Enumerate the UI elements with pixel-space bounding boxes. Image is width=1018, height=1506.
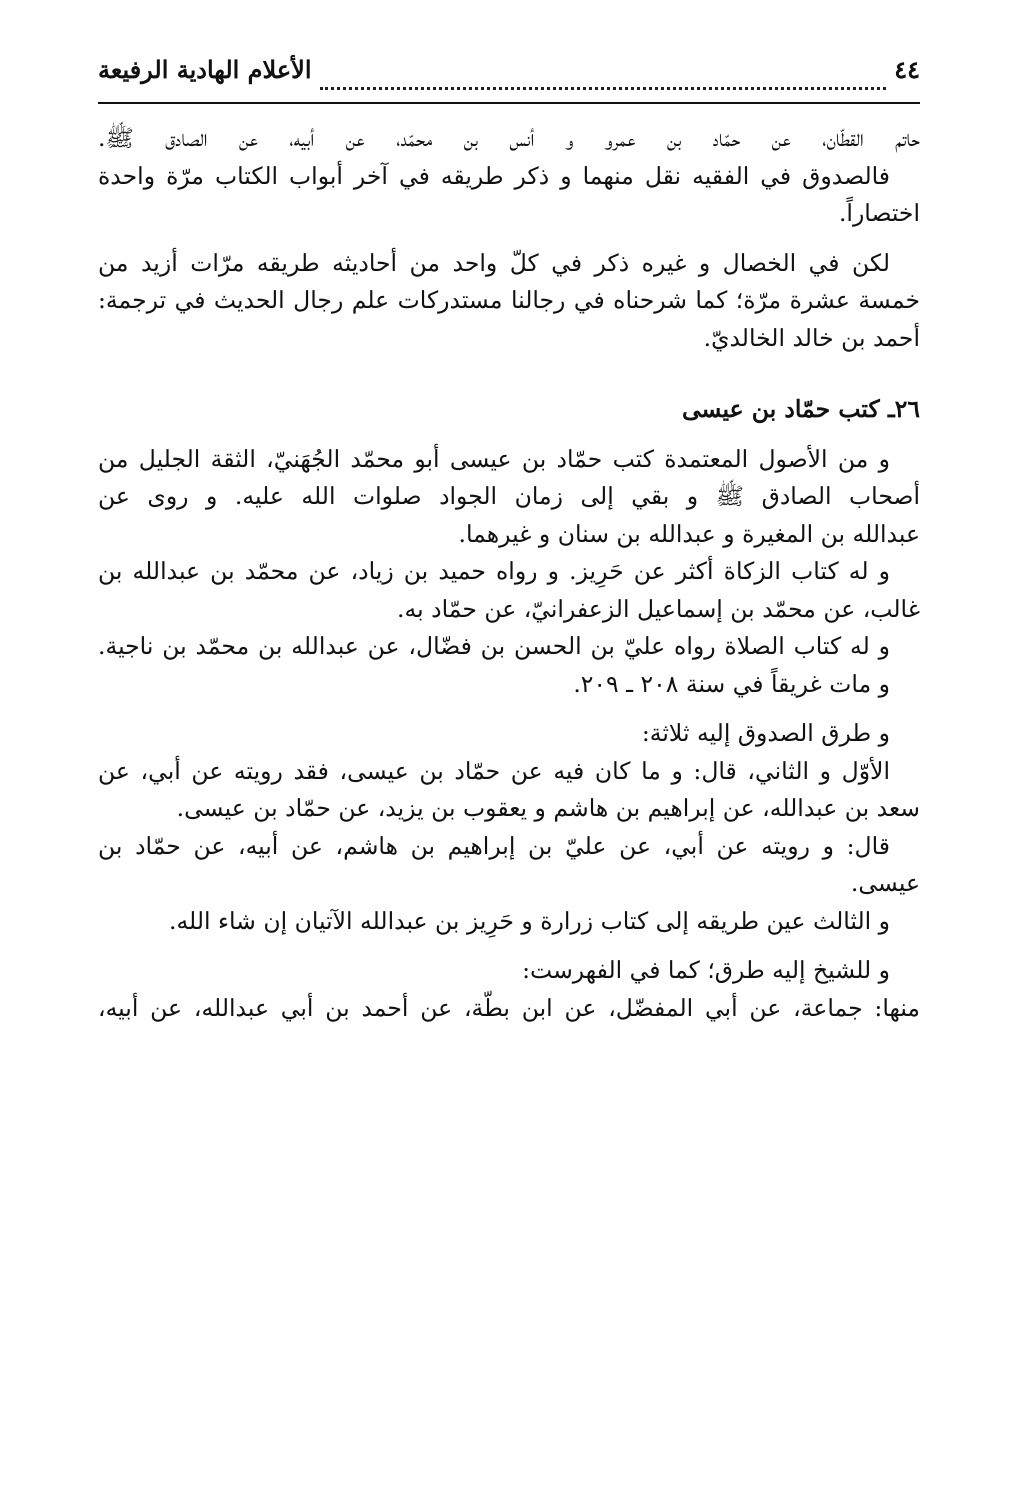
text-line: قال: و رويته عن أبي، عن عليّ بن إبراهيم بن هاشم، عن أبيه، عن حمّاد بن — [98, 831, 890, 860]
text-line: و للشيخ إليه طرق؛ كما في الفهرست: — [522, 956, 890, 984]
text-line: و الثالث عين طريقه إلى كتاب زرارة و حَرِيز بن عبدالله الآتيان إن شاء الله. — [168, 906, 890, 935]
text-line: عبدالله بن المغيرة و عبدالله بن سنان و غيرهما. — [458, 519, 920, 548]
page-header — [98, 50, 920, 96]
text-line: عيسى. — [850, 869, 920, 897]
page-number: ٤٤ — [894, 55, 920, 84]
running-title: الأعلام الهادية الرفيعة — [98, 55, 312, 84]
text-line: خمسة عشرة مرّة؛ كما شرحناه في رجالنا مستدركات علم رجال الحديث في ترجمة: — [98, 286, 920, 314]
text-line: و من الأصول المعتمدة كتب حمّاد بن عيسى أبو محمّد الجُهَنيّ، الثقة الجليل من — [98, 444, 890, 473]
section-title: ٢٦ـ كتب حمّاد بن عيسى — [681, 395, 920, 423]
page-body — [98, 120, 920, 1027]
text-line: و له كتاب الزكاة أكثر عن حَرِيز. و رواه حميد بن زياد، عن محمّد بن عبدالله بن — [98, 557, 890, 585]
text-line: أصحاب الصادق ﷺ و بقي إلى زمان الجواد صلوات الله عليه. و روى عن — [98, 482, 920, 510]
text-line: منها: جماعة، عن أبي المفضّل، عن ابن بطّة، عن أحمد بن أبي عبدالله، عن أبيه، — [98, 993, 920, 1022]
text-line: فالصدوق في الفقيه نقل منهما و ذكر طريقه في آخر أبواب الكتاب مرّة واحدة — [98, 161, 890, 190]
text-line: و مات غريقاً في سنة ٢٠٨ ـ ٢٠٩. — [573, 669, 890, 698]
text-line: و له كتاب الصلاة رواه عليّ بن الحسن بن فضّال، عن عبدالله بن محمّد بن ناجية. — [98, 632, 890, 660]
text-line: و طرق الصدوق إليه ثلاثة: — [641, 719, 890, 747]
text-line: حاتم القطّان، عن حمّاد بن عمرو و أنس بن محمّد، عن أبيه، عن الصادق ﷺ. — [98, 124, 920, 152]
text-line: غالب، عن محمّد بن إسماعيل الزعفرانيّ، عن حمّاد به. — [397, 594, 920, 623]
dotted-leader — [320, 59, 887, 90]
text-line: أحمد بن خالد الخالديّ. — [703, 323, 920, 352]
text-line: اختصاراً. — [838, 199, 920, 227]
text-line: الأوّل و الثاني، قال: و ما كان فيه عن حمّاد بن عيسى، فقد رويته عن أبي، عن — [98, 756, 890, 785]
text-line: سعد بن عبدالله، عن إبراهيم بن هاشم و يعقوب بن يزيد، عن حمّاد بن عيسى. — [176, 794, 920, 822]
header-rule — [98, 102, 920, 104]
text-line: لكن في الخصال و غيره ذكر في كلّ واحد من أحاديثه طريقه مرّات أزيد من — [98, 248, 890, 277]
